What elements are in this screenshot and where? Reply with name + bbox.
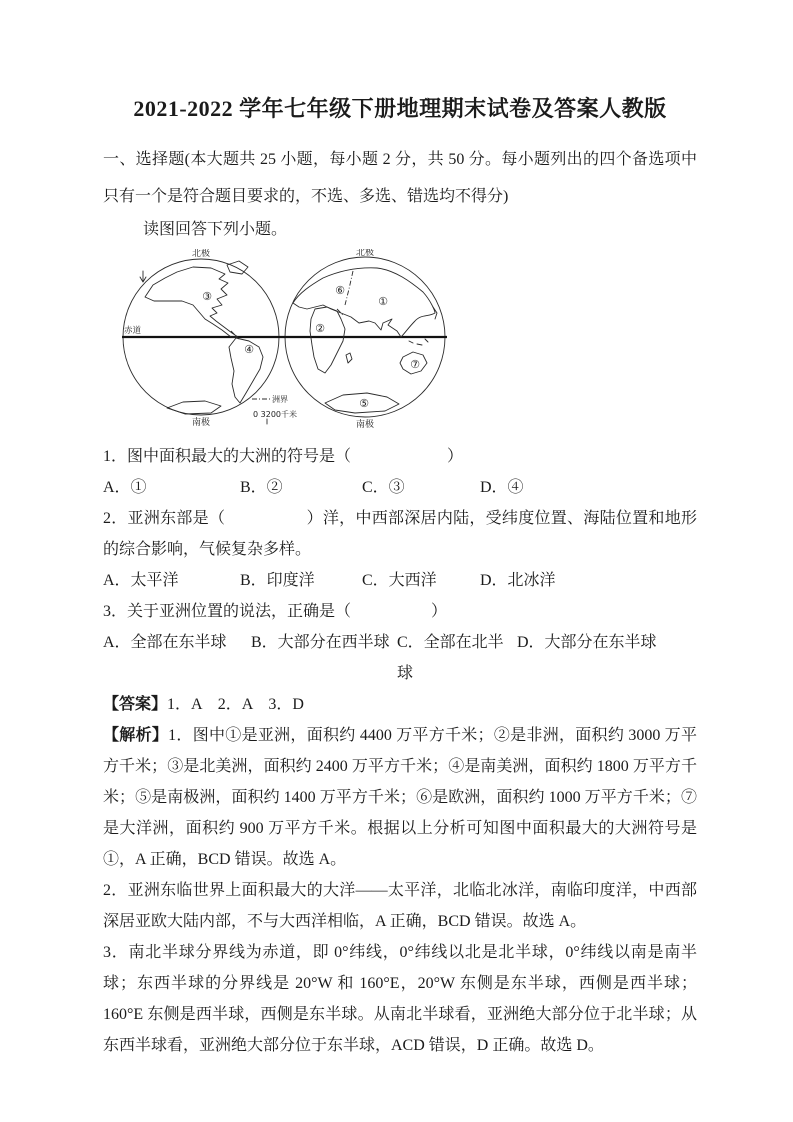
south-pole-label-east: 南极 [355, 420, 375, 430]
section-heading: 一、选择题(本大题共 25 小题，每小题 2 分，共 50 分。每小题列出的四个备选项中只有一个是符合题目要求的，不选、多选、错选均不得分) [103, 151, 697, 205]
legend-boundary-label: 洲界 [272, 395, 288, 404]
question-2-option-d: D．北冰洋 [480, 572, 556, 589]
analysis-paragraph-1 [103, 720, 697, 875]
answer-line [103, 689, 697, 720]
marker-south-america: ④ [244, 343, 254, 356]
question-3-option-a: A．全部在东半球 [103, 634, 227, 651]
south-pole-label-west: 南极 [191, 418, 211, 428]
africa-outline [310, 307, 345, 373]
world-map-svg [113, 249, 453, 435]
north-pole-label-west: 北极 [191, 249, 211, 259]
intro-text: 读图回答下列小题。 [143, 221, 288, 238]
question-3-option-d: D．大部分在东半球 [517, 634, 657, 651]
bering-arrow [140, 271, 146, 282]
marker-asia: ① [378, 295, 388, 308]
answer-label: 【答案】 [103, 696, 168, 713]
question-1-stem: 1．图中面积最大的大洲的符号是（ ） [103, 448, 464, 465]
antarctica-west-outline [167, 401, 221, 414]
world-map-figure [103, 249, 697, 435]
question-2 [103, 503, 697, 596]
question-2-stem: 2．亚洲东部是（ ）洋，中西部深居内陆，受纬度位置、海陆位置和地形的综合影响，气候复杂多样。 [103, 510, 697, 558]
madagascar-outline [346, 353, 352, 363]
analysis-paragraph-3: 3．南北半球分界线为赤道，即 0°纬线，0°纬线以北是北半球，0°纬线以南是南半球；东西半球的分界线是 20°W 和 160°E，20°W 东侧是东半球，西侧是西半球；160°E 东侧是西半球，西侧是东半球。从南北半球看，亚洲绝大部分位于北半球；从东西半球看，亚洲绝大部分位于东半球，ACD 错误，D 正确。故选 D。 [103, 944, 697, 1054]
analysis-label: 【解析】 [103, 727, 169, 744]
question-1 [103, 441, 697, 503]
marker-north-america: ③ [202, 290, 212, 303]
question-1-option-c: C．③ [362, 479, 405, 496]
question-2-options [103, 565, 697, 596]
southeast-asia-islands [409, 339, 428, 345]
marker-africa: ② [315, 322, 325, 335]
question-3-option-c: C．全部在北半球 [397, 634, 504, 682]
equator-label: 赤道 [124, 326, 142, 336]
question-1-option-d: D．④ [480, 479, 524, 496]
north-pole-label-east: 北极 [355, 249, 375, 258]
question-3 [103, 596, 697, 689]
question-1-option-a: A．① [103, 479, 147, 496]
legend-scale-label: 0 3200千米 [253, 410, 297, 419]
analysis-item-1: 1．图中①是亚洲，面积约 4400 万平方千米；②是非洲，面积约 3000 万平方千米；③是北美洲，面积约 2400 万平方千米；④是南美洲，面积约 1800 万平方千米；⑤是南极洲，面积约 1400 万平方千米；⑥是欧洲，面积约 1000 万平方千米；⑦是大洋洲，面积约 900 万平方千米。根据以上分析可知图中面积最大的大洲符号是①，A 正确，BCD 错误。故选 A。 [103, 727, 697, 868]
question-2-option-a: A．太平洋 [103, 572, 179, 589]
question-1-options [103, 472, 697, 503]
question-3-option-b: B．大部分在西半球 [251, 634, 390, 651]
analysis-paragraph-2: 2．亚洲东临世界上面积最大的大洋——太平洋，北临北冰洋，南临印度洋，中西部深居亚欧大陆内部，不与大西洋相临，A 正确，BCD 错误。故选 A。 [103, 882, 697, 930]
question-3-options [103, 627, 697, 689]
marker-europe: ⑥ [335, 284, 345, 297]
question-2-option-c: C．大西洋 [362, 572, 437, 589]
question-3-stem: 3．关于亚洲位置的说法，正确是（ ） [103, 603, 448, 620]
question-1-option-b: B．② [240, 479, 283, 496]
page-title: 2021-2022 学年七年级下册地理期末试卷及答案人教版 [133, 96, 667, 121]
north-america-outline [145, 267, 238, 337]
ural-boundary-line [345, 271, 353, 305]
answer-text: 1．A 2．A 3．D [167, 696, 304, 713]
marker-oceania: ⑦ [410, 358, 420, 371]
marker-antarctica: ⑤ [359, 397, 369, 410]
page-content [103, 0, 697, 1061]
question-2-option-b: B．印度洋 [240, 572, 315, 589]
